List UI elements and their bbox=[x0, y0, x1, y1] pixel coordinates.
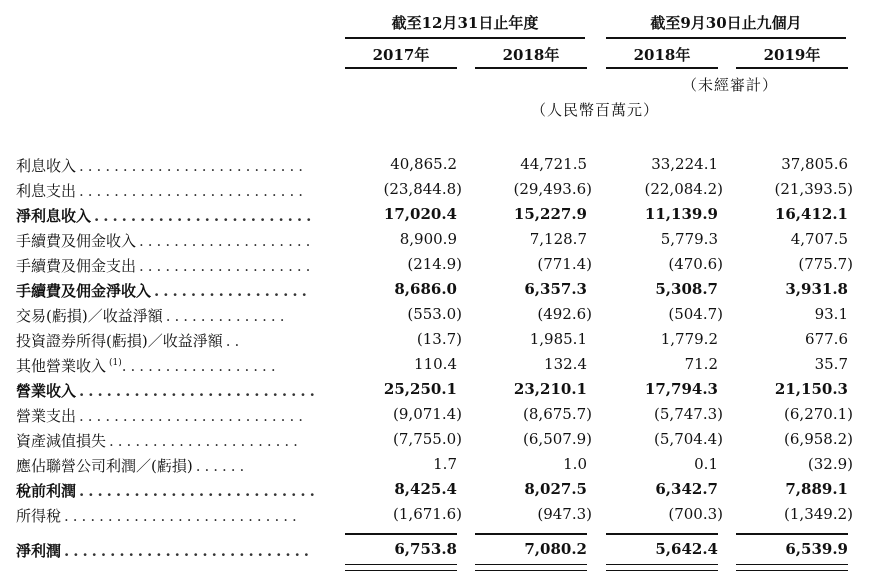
leader-dots: .................... bbox=[139, 257, 315, 275]
row-label-text: 手續費及佣金收入 bbox=[16, 230, 139, 251]
row-label bbox=[16, 505, 328, 526]
value-cell: (6,958.2) bbox=[784, 430, 853, 448]
year-rule-2018-9m bbox=[606, 67, 718, 69]
value-cell: 7,889.1 bbox=[785, 480, 848, 498]
leader-dots: .......................... bbox=[79, 407, 307, 425]
row-label-text: 營業支出 bbox=[16, 405, 79, 426]
value-cell: (947.3) bbox=[537, 505, 592, 523]
row-label bbox=[16, 480, 328, 501]
value-cell: (8,675.7) bbox=[523, 405, 592, 423]
value-cell: 17,020.4 bbox=[383, 205, 457, 223]
leader-dots: .................... bbox=[139, 232, 315, 250]
row-label bbox=[16, 180, 328, 201]
value-cell: (5,747.3) bbox=[654, 405, 723, 423]
row-label bbox=[16, 230, 328, 251]
value-cell: (32.9) bbox=[807, 455, 853, 473]
value-cell: (5,704.4) bbox=[654, 430, 723, 448]
row-label-text: 交易(虧損)／收益淨額 bbox=[16, 305, 166, 326]
value-cell: (492.6) bbox=[537, 305, 592, 323]
value-cell: 1.7 bbox=[433, 455, 457, 473]
value-cell: 15,227.9 bbox=[513, 205, 587, 223]
value-cell: (553.0) bbox=[407, 305, 462, 323]
value-cell: (9,071.4) bbox=[393, 405, 462, 423]
row-label bbox=[16, 405, 328, 426]
value-cell: (504.7) bbox=[668, 305, 723, 323]
value-cell: (29,493.6) bbox=[513, 180, 592, 198]
value-cell: 6,342.7 bbox=[655, 480, 718, 498]
value-cell: (214.9) bbox=[407, 255, 462, 273]
value-cell: 3,931.8 bbox=[785, 280, 848, 298]
row-label-text: 資產減值損失 bbox=[16, 430, 109, 451]
row-label-text: 淨利潤 bbox=[16, 540, 64, 561]
value-cell: (6,507.9) bbox=[523, 430, 592, 448]
year-header-2018-fy: 2018年 bbox=[502, 46, 560, 64]
value-cell: 0.1 bbox=[694, 455, 718, 473]
row-label-text: 淨利息收入 bbox=[16, 205, 94, 226]
header-group-rule-left bbox=[345, 37, 585, 39]
leader-dots: .......................... bbox=[79, 182, 307, 200]
header-nine-months-group: 截至9月30日止九個月 bbox=[650, 14, 802, 32]
row-label-text: 手續費及佣金淨收入 bbox=[16, 280, 154, 301]
row-label bbox=[16, 380, 328, 401]
value-cell: 11,139.9 bbox=[644, 205, 718, 223]
value-cell: 21,150.3 bbox=[774, 380, 848, 398]
value-cell: (22,084.2) bbox=[644, 180, 723, 198]
value-cell: 5,308.7 bbox=[655, 280, 718, 298]
value-cell: (1,671.6) bbox=[393, 505, 462, 523]
value-cell: 8,900.9 bbox=[399, 230, 457, 248]
row-label bbox=[16, 430, 328, 451]
row-label bbox=[16, 305, 328, 326]
value-cell: (1,349.2) bbox=[784, 505, 853, 523]
value-cell: 677.6 bbox=[805, 330, 848, 348]
header-group-rule-right bbox=[606, 37, 846, 39]
leader-dots: ...... bbox=[195, 457, 249, 475]
row-label bbox=[16, 455, 328, 476]
row-label bbox=[16, 155, 328, 176]
value-cell: 5,779.3 bbox=[660, 230, 718, 248]
row-label-text: 稅前利潤 bbox=[16, 480, 79, 501]
total-rule-2018-9m bbox=[606, 533, 718, 535]
value-cell: 23,210.1 bbox=[513, 380, 587, 398]
leader-dots: .......................... bbox=[79, 482, 319, 500]
value-cell: 7,080.2 bbox=[524, 540, 587, 558]
value-cell: 17,794.3 bbox=[644, 380, 718, 398]
leader-dots: .............. bbox=[165, 307, 289, 325]
currency-unit: （人民幣百萬元） bbox=[530, 101, 659, 119]
year-header-2018-9m: 2018年 bbox=[633, 46, 691, 64]
value-cell: 44,721.5 bbox=[520, 155, 587, 173]
value-cell: 8,027.5 bbox=[524, 480, 587, 498]
double-rule-2018-fy bbox=[475, 564, 587, 571]
value-cell: (771.4) bbox=[537, 255, 592, 273]
row-label bbox=[16, 330, 328, 351]
year-rule-2017 bbox=[345, 67, 457, 69]
double-rule-2017 bbox=[345, 564, 457, 571]
total-rule-2017 bbox=[345, 533, 457, 535]
year-rule-2019-9m bbox=[736, 67, 848, 69]
value-cell: 25,250.1 bbox=[383, 380, 457, 398]
row-label-text: 手續費及佣金支出 bbox=[16, 255, 139, 276]
value-cell: 93.1 bbox=[814, 305, 848, 323]
value-cell: 1,985.1 bbox=[529, 330, 587, 348]
leader-dots: ................. bbox=[154, 282, 311, 300]
leader-dots: ...................... bbox=[109, 432, 302, 450]
value-cell: 6,753.8 bbox=[394, 540, 457, 558]
year-rule-2018-fy bbox=[475, 67, 587, 69]
total-rule-2019-9m bbox=[736, 533, 848, 535]
unaudited-note: （未經審計） bbox=[681, 76, 778, 94]
double-rule-2018-9m bbox=[606, 564, 718, 571]
row-label-text: 其他營業收入 bbox=[16, 355, 109, 376]
row-label-text: 所得稅 bbox=[16, 505, 64, 526]
value-cell: 7,128.7 bbox=[529, 230, 587, 248]
year-header-2017: 2017年 bbox=[372, 46, 430, 64]
value-cell: (7,755.0) bbox=[393, 430, 462, 448]
value-cell: (6,270.1) bbox=[784, 405, 853, 423]
value-cell: (700.3) bbox=[668, 505, 723, 523]
value-cell: 4,707.5 bbox=[790, 230, 848, 248]
value-cell: 5,642.4 bbox=[655, 540, 718, 558]
year-header-2019-9m: 2019年 bbox=[763, 46, 821, 64]
double-rule-2019-9m bbox=[736, 564, 848, 571]
value-cell: 1,779.2 bbox=[660, 330, 718, 348]
row-label bbox=[16, 255, 328, 276]
leader-dots: .................. bbox=[121, 357, 280, 375]
value-cell: (21,393.5) bbox=[774, 180, 853, 198]
value-cell: (23,844.8) bbox=[383, 180, 462, 198]
value-cell: 37,805.6 bbox=[781, 155, 848, 173]
value-cell: 71.2 bbox=[684, 355, 718, 373]
value-cell: (13.7) bbox=[416, 330, 462, 348]
row-label-text: 投資證券所得(虧損)／收益淨額 bbox=[16, 330, 226, 351]
leader-dots: .......................... bbox=[79, 382, 319, 400]
value-cell: 6,357.3 bbox=[524, 280, 587, 298]
row-label bbox=[16, 355, 328, 376]
value-cell: 110.4 bbox=[414, 355, 457, 373]
value-cell: 40,865.2 bbox=[390, 155, 457, 173]
total-rule-2018-fy bbox=[475, 533, 587, 535]
leader-dots: ........................... bbox=[64, 507, 301, 525]
row-label-text: 應佔聯營公司利潤／(虧損) bbox=[16, 455, 196, 476]
row-label-text: 營業收入 bbox=[16, 380, 79, 401]
row-label bbox=[16, 280, 328, 301]
row-label bbox=[16, 205, 328, 226]
row-label bbox=[16, 540, 328, 561]
value-cell: 1.0 bbox=[563, 455, 587, 473]
value-cell: 8,686.0 bbox=[394, 280, 457, 298]
value-cell: 35.7 bbox=[814, 355, 848, 373]
value-cell: 132.4 bbox=[544, 355, 587, 373]
value-cell: (775.7) bbox=[798, 255, 853, 273]
leader-dots: ........................... bbox=[64, 542, 314, 560]
value-cell: (470.6) bbox=[668, 255, 723, 273]
row-label-text: 利息收入 bbox=[16, 155, 79, 176]
value-cell: 33,224.1 bbox=[651, 155, 718, 173]
leader-dots: .......................... bbox=[79, 157, 307, 175]
footnote-marker: (1) bbox=[109, 358, 122, 368]
value-cell: 8,425.4 bbox=[394, 480, 457, 498]
value-cell: 6,539.9 bbox=[785, 540, 848, 558]
row-label-text: 利息支出 bbox=[16, 180, 79, 201]
value-cell: 16,412.1 bbox=[774, 205, 848, 223]
header-year-end-group: 截至12月31日止年度 bbox=[391, 14, 539, 32]
leader-dots: ........................ bbox=[94, 207, 316, 225]
leader-dots: .. bbox=[225, 332, 244, 350]
